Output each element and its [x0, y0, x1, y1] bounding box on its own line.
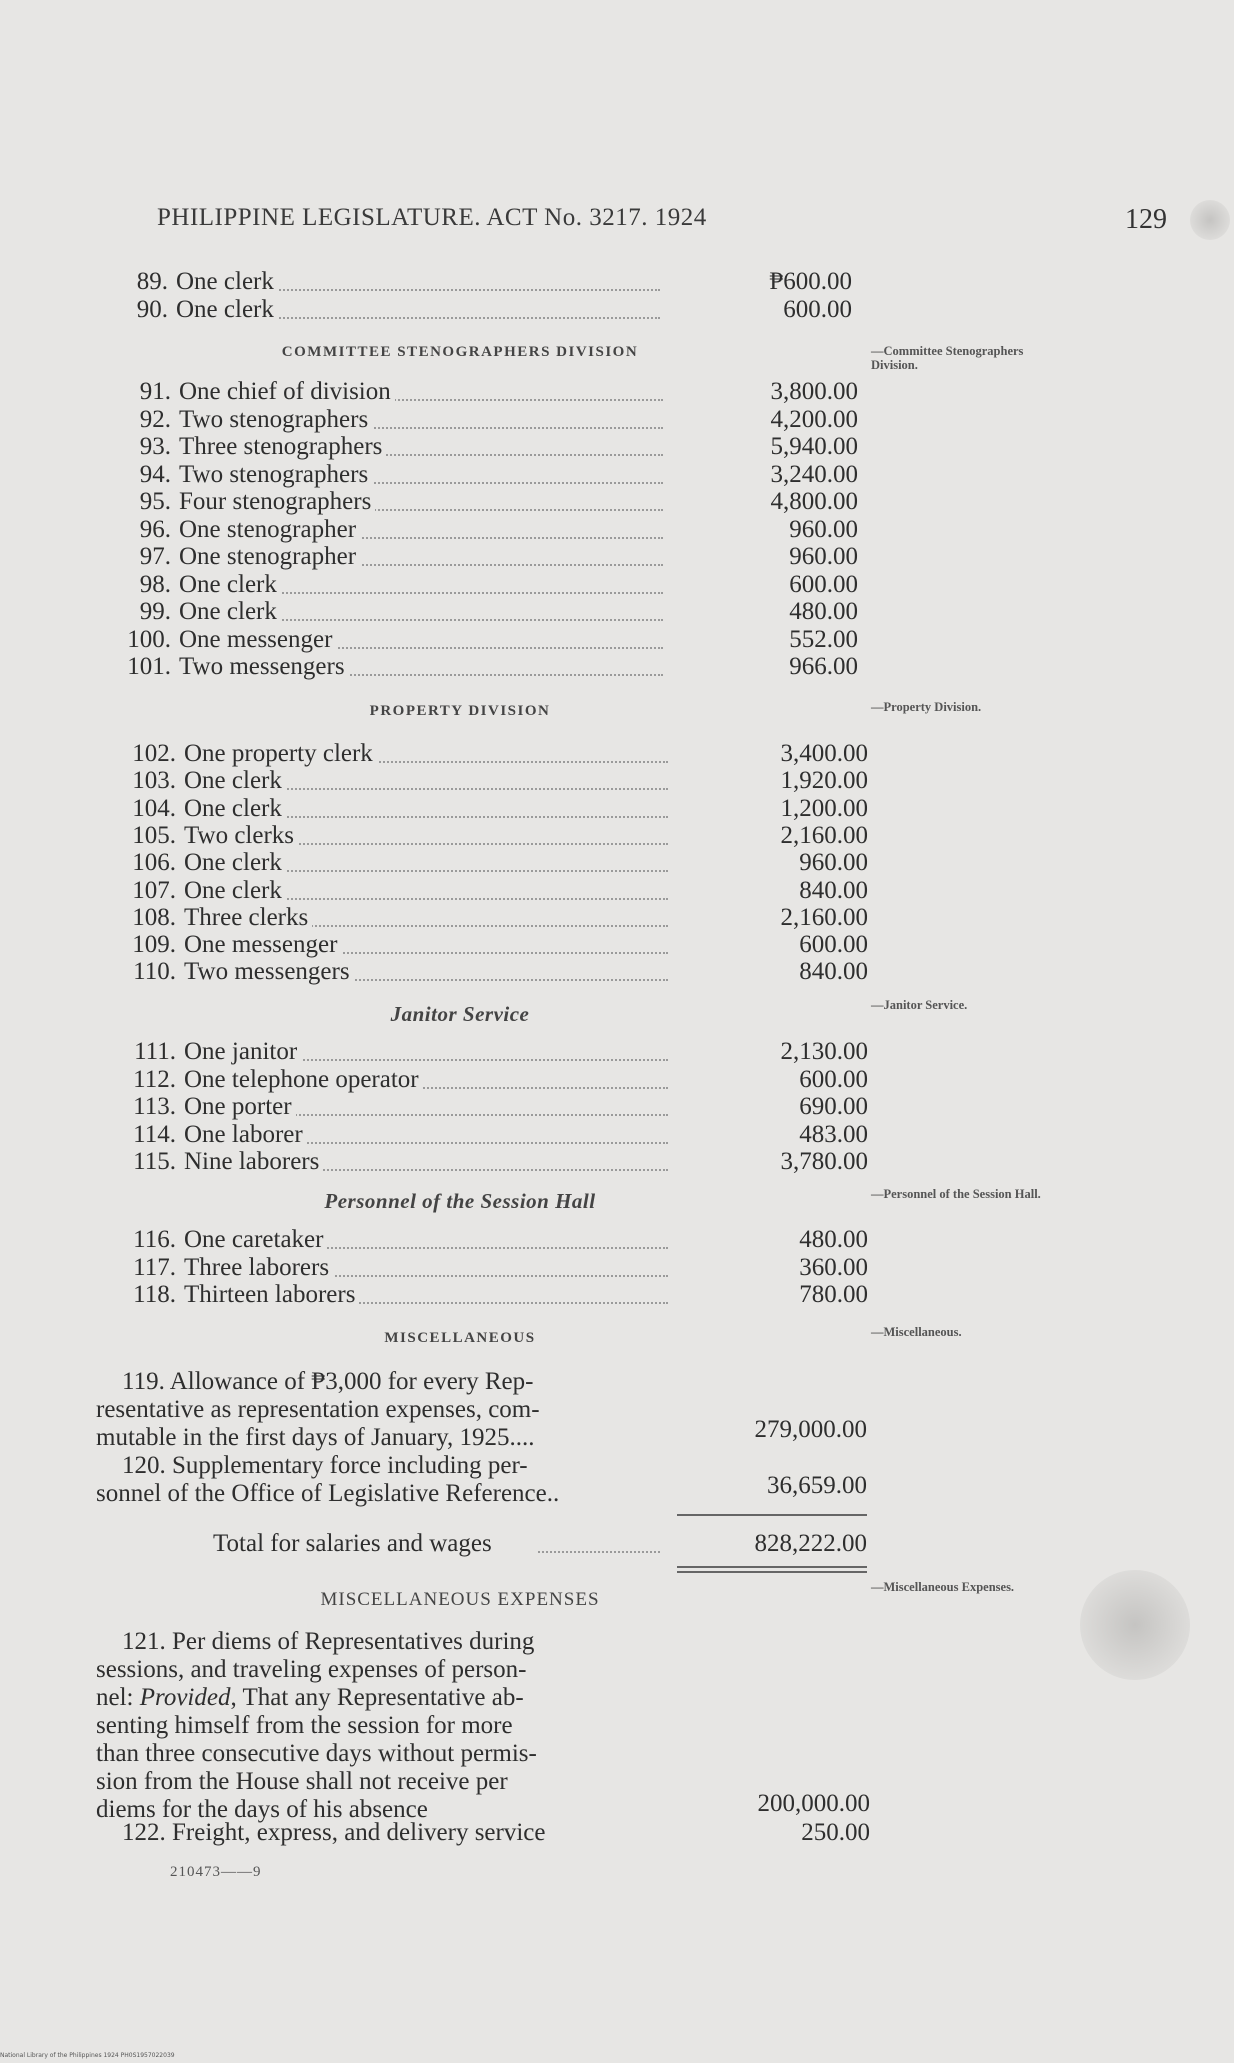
line-item [126, 1093, 886, 1121]
item-number: 111. [134, 1038, 176, 1065]
heading-committee-stenographers: COMMITTEE STENOGRAPHERS DIVISION [281, 344, 639, 360]
item-number: 106. [132, 849, 176, 877]
item-amount: 600.00 [799, 1065, 868, 1093]
printer-signature: 210473——9 [170, 1864, 262, 1880]
item-number: 98. [139, 570, 171, 598]
line-item [126, 1121, 886, 1149]
item-121-line: nel: Provided, That any Representative ab- [96, 1684, 524, 1711]
item-description: One clerk [176, 296, 278, 324]
item-amount: 480.00 [789, 598, 858, 625]
line-item [126, 1226, 886, 1254]
item-amount: 480.00 [799, 1226, 868, 1253]
item-122-text [96, 1819, 682, 1847]
item-description: Two stenographers [179, 461, 372, 489]
item-description: One stenographer [179, 543, 360, 571]
side-note-committee: —Committee Stenographers Division. [871, 344, 1024, 372]
item-description: One property clerk [184, 740, 377, 768]
line-item [121, 516, 881, 544]
item-number: 105. [132, 821, 176, 849]
page-header [157, 204, 1167, 244]
item-description: Four stenographers [179, 488, 375, 516]
item-number: 92. [139, 405, 171, 433]
item-description: One clerk [184, 767, 286, 795]
item-number: 103. [132, 767, 176, 795]
heading-miscellaneous-expenses: MISCELLANEOUS EXPENSES [320, 1589, 600, 1610]
item-number: 96. [139, 515, 171, 543]
total-rule [677, 1514, 867, 1516]
line-item [121, 378, 881, 406]
item-description: One janitor [184, 1038, 301, 1066]
item-amount: 690.00 [799, 1093, 868, 1120]
item-number: 99. [139, 598, 171, 625]
item-119-amount: 279,000.00 [754, 1416, 867, 1443]
heading-miscellaneous: MISCELLANEOUS [384, 1330, 536, 1346]
heading-session-hall: Personnel of the Session Hall [324, 1189, 596, 1213]
running-head: PHILIPPINE LEGISLATURE. ACT No. 3217. 1924 [157, 204, 707, 231]
item-number: 104. [132, 794, 176, 822]
item-121-line: than three consecutive days without permis- [96, 1740, 537, 1767]
line-item [126, 1254, 886, 1282]
item-number: 115. [133, 1148, 176, 1175]
item-amount: 600.00 [789, 570, 858, 598]
line-item [126, 767, 886, 795]
line-item [126, 877, 886, 905]
item-number: 100. [127, 625, 171, 653]
side-note-misc-expenses: —Miscellaneous Expenses. [871, 1580, 1015, 1594]
item-number: 101. [127, 653, 171, 680]
item-description: One clerk [179, 571, 281, 599]
item-120-line: 120. Supplementary force including per- [122, 1452, 528, 1479]
item-description: Three laborers [184, 1254, 333, 1282]
item-number: 102. [132, 740, 176, 767]
item-amount: 966.00 [789, 653, 858, 680]
item-number: 112. [133, 1065, 176, 1093]
line-item [118, 268, 878, 296]
item-number: 109. [132, 931, 176, 959]
line-item [126, 958, 886, 986]
item-number: 97. [139, 543, 171, 570]
item-amount: 1,920.00 [780, 767, 868, 795]
line-item [121, 598, 881, 626]
item-amount: 483.00 [799, 1120, 868, 1148]
total-amount: 828,222.00 [754, 1530, 867, 1557]
item-description: One caretaker [184, 1226, 327, 1254]
item-description: One clerk [179, 598, 281, 626]
item-amount: 1,200.00 [780, 794, 868, 822]
item-amount: 3,240.00 [770, 460, 858, 488]
line-item [121, 433, 881, 461]
side-note-property: —Property Division. [871, 700, 982, 714]
paper-smudge [1190, 200, 1230, 240]
item-amount: ₱600.00 [769, 268, 852, 295]
item-description: Nine laborers [184, 1148, 323, 1176]
item-number: 118. [133, 1281, 176, 1308]
line-item [126, 1281, 886, 1309]
item-amount: 2,160.00 [780, 903, 868, 931]
item-description: One clerk [176, 268, 278, 296]
item-amount: 4,200.00 [770, 405, 858, 433]
item-description: Two messengers [179, 653, 349, 681]
line-item [121, 461, 881, 489]
item-amount: 360.00 [799, 1253, 868, 1281]
item-120-text [96, 1452, 681, 1508]
item-121-text [96, 1628, 681, 1824]
total-row [118, 1530, 878, 1558]
item-number: 114. [133, 1120, 176, 1148]
page-number: 129 [1125, 204, 1167, 235]
item-119-line: 119. Allowance of ₱3,000 for every Rep- [122, 1368, 534, 1395]
heading-janitor-service: Janitor Service [390, 1002, 530, 1026]
item-121-line: 121. Per diems of Representatives during [122, 1628, 535, 1655]
item-amount: 5,940.00 [770, 433, 858, 460]
item-description: Three stenographers [179, 433, 386, 461]
scan-credit: National Library of the Philippines 1924 PH0S1957022039 [0, 2052, 175, 2059]
item-amount: 780.00 [799, 1281, 868, 1308]
line-item [126, 822, 886, 850]
item-amount: 3,800.00 [770, 378, 858, 405]
item-number: 113. [133, 1093, 176, 1120]
item-119-line: mutable in the first days of January, 1925.... [96, 1424, 535, 1451]
item-description: Thirteen laborers [184, 1281, 359, 1309]
item-description: One laborer [184, 1121, 307, 1149]
item-description: One messenger [179, 626, 336, 654]
item-121-line: diems for the days of his absence [96, 1796, 428, 1823]
line-item [126, 740, 886, 768]
item-amount: 960.00 [789, 515, 858, 543]
side-note-miscellaneous: —Miscellaneous. [871, 1325, 962, 1339]
item-description: One messenger [184, 931, 341, 959]
item-120-line: sonnel of the Office of Legislative Reference.. [96, 1480, 560, 1507]
total-double-rule-bottom [677, 1571, 867, 1573]
item-description: One telephone operator [184, 1066, 423, 1094]
line-item [126, 904, 886, 932]
item-number: 90. [136, 296, 168, 323]
item-number: 107. [132, 876, 176, 904]
item-description: One clerk [184, 877, 286, 905]
line-item [121, 488, 881, 516]
item-119-line: resentative as representation expenses, com- [96, 1396, 540, 1423]
item-description: Two clerks [184, 822, 298, 850]
item-description: One clerk [184, 849, 286, 877]
item-amount: 840.00 [799, 958, 868, 986]
item-amount: 600.00 [783, 296, 852, 323]
item-amount: 2,160.00 [780, 821, 868, 849]
line-item [121, 626, 881, 654]
item-number: 91. [139, 378, 171, 405]
item-amount: 3,780.00 [780, 1148, 868, 1175]
item-121-line: sion from the House shall not receive per [96, 1768, 508, 1795]
item-122-amount: 250.00 [801, 1819, 870, 1846]
item-description: One stenographer [179, 516, 360, 544]
line-item [121, 571, 881, 599]
item-amount: 552.00 [789, 625, 858, 653]
item-120-amount: 36,659.00 [767, 1472, 867, 1499]
item-number: 117. [133, 1253, 176, 1281]
item-amount: 600.00 [799, 931, 868, 959]
line-item [126, 1066, 886, 1094]
item-description: One clerk [184, 795, 286, 823]
leader-dots [538, 1551, 660, 1553]
total-label: Total for salaries and wages [213, 1530, 496, 1558]
item-number: 93. [139, 433, 171, 460]
line-item [126, 795, 886, 823]
line-item [121, 543, 881, 571]
line-item [126, 1148, 886, 1176]
item-122-line: 122. Freight, express, and delivery service [122, 1819, 546, 1846]
item-number: 94. [139, 460, 171, 488]
item-121-amount: 200,000.00 [757, 1790, 870, 1817]
item-121-line: sessions, and traveling expenses of person- [96, 1656, 527, 1683]
item-number: 89. [136, 268, 168, 295]
line-item [126, 849, 886, 877]
item-description: Two messengers [184, 958, 354, 986]
side-note-janitor: —Janitor Service. [871, 998, 968, 1012]
item-amount: 2,130.00 [780, 1038, 868, 1065]
line-item [126, 1038, 886, 1066]
item-119-text [96, 1368, 681, 1452]
item-amount: 960.00 [789, 543, 858, 570]
line-item [118, 296, 878, 324]
item-description: Three clerks [184, 904, 312, 932]
line-item [121, 406, 881, 434]
item-description: One porter [184, 1093, 296, 1121]
item-description: Two stenographers [179, 406, 372, 434]
total-double-rule-top [677, 1566, 867, 1568]
item-amount: 3,400.00 [780, 740, 868, 767]
item-number: 110. [133, 958, 176, 986]
item-amount: 4,800.00 [770, 488, 858, 515]
item-number: 116. [133, 1226, 176, 1253]
side-note-session-hall: —Personnel of the Session Hall. [871, 1187, 1041, 1201]
item-number: 95. [139, 488, 171, 515]
item-amount: 960.00 [799, 849, 868, 877]
item-121-line: senting himself from the session for more [96, 1712, 513, 1739]
heading-property-division: PROPERTY DIVISION [369, 703, 551, 719]
paper-smudge [1080, 1570, 1190, 1680]
item-number: 108. [132, 903, 176, 931]
line-item [126, 931, 886, 959]
item-description: One chief of division [179, 378, 395, 406]
item-amount: 840.00 [799, 876, 868, 904]
line-item [121, 653, 881, 681]
